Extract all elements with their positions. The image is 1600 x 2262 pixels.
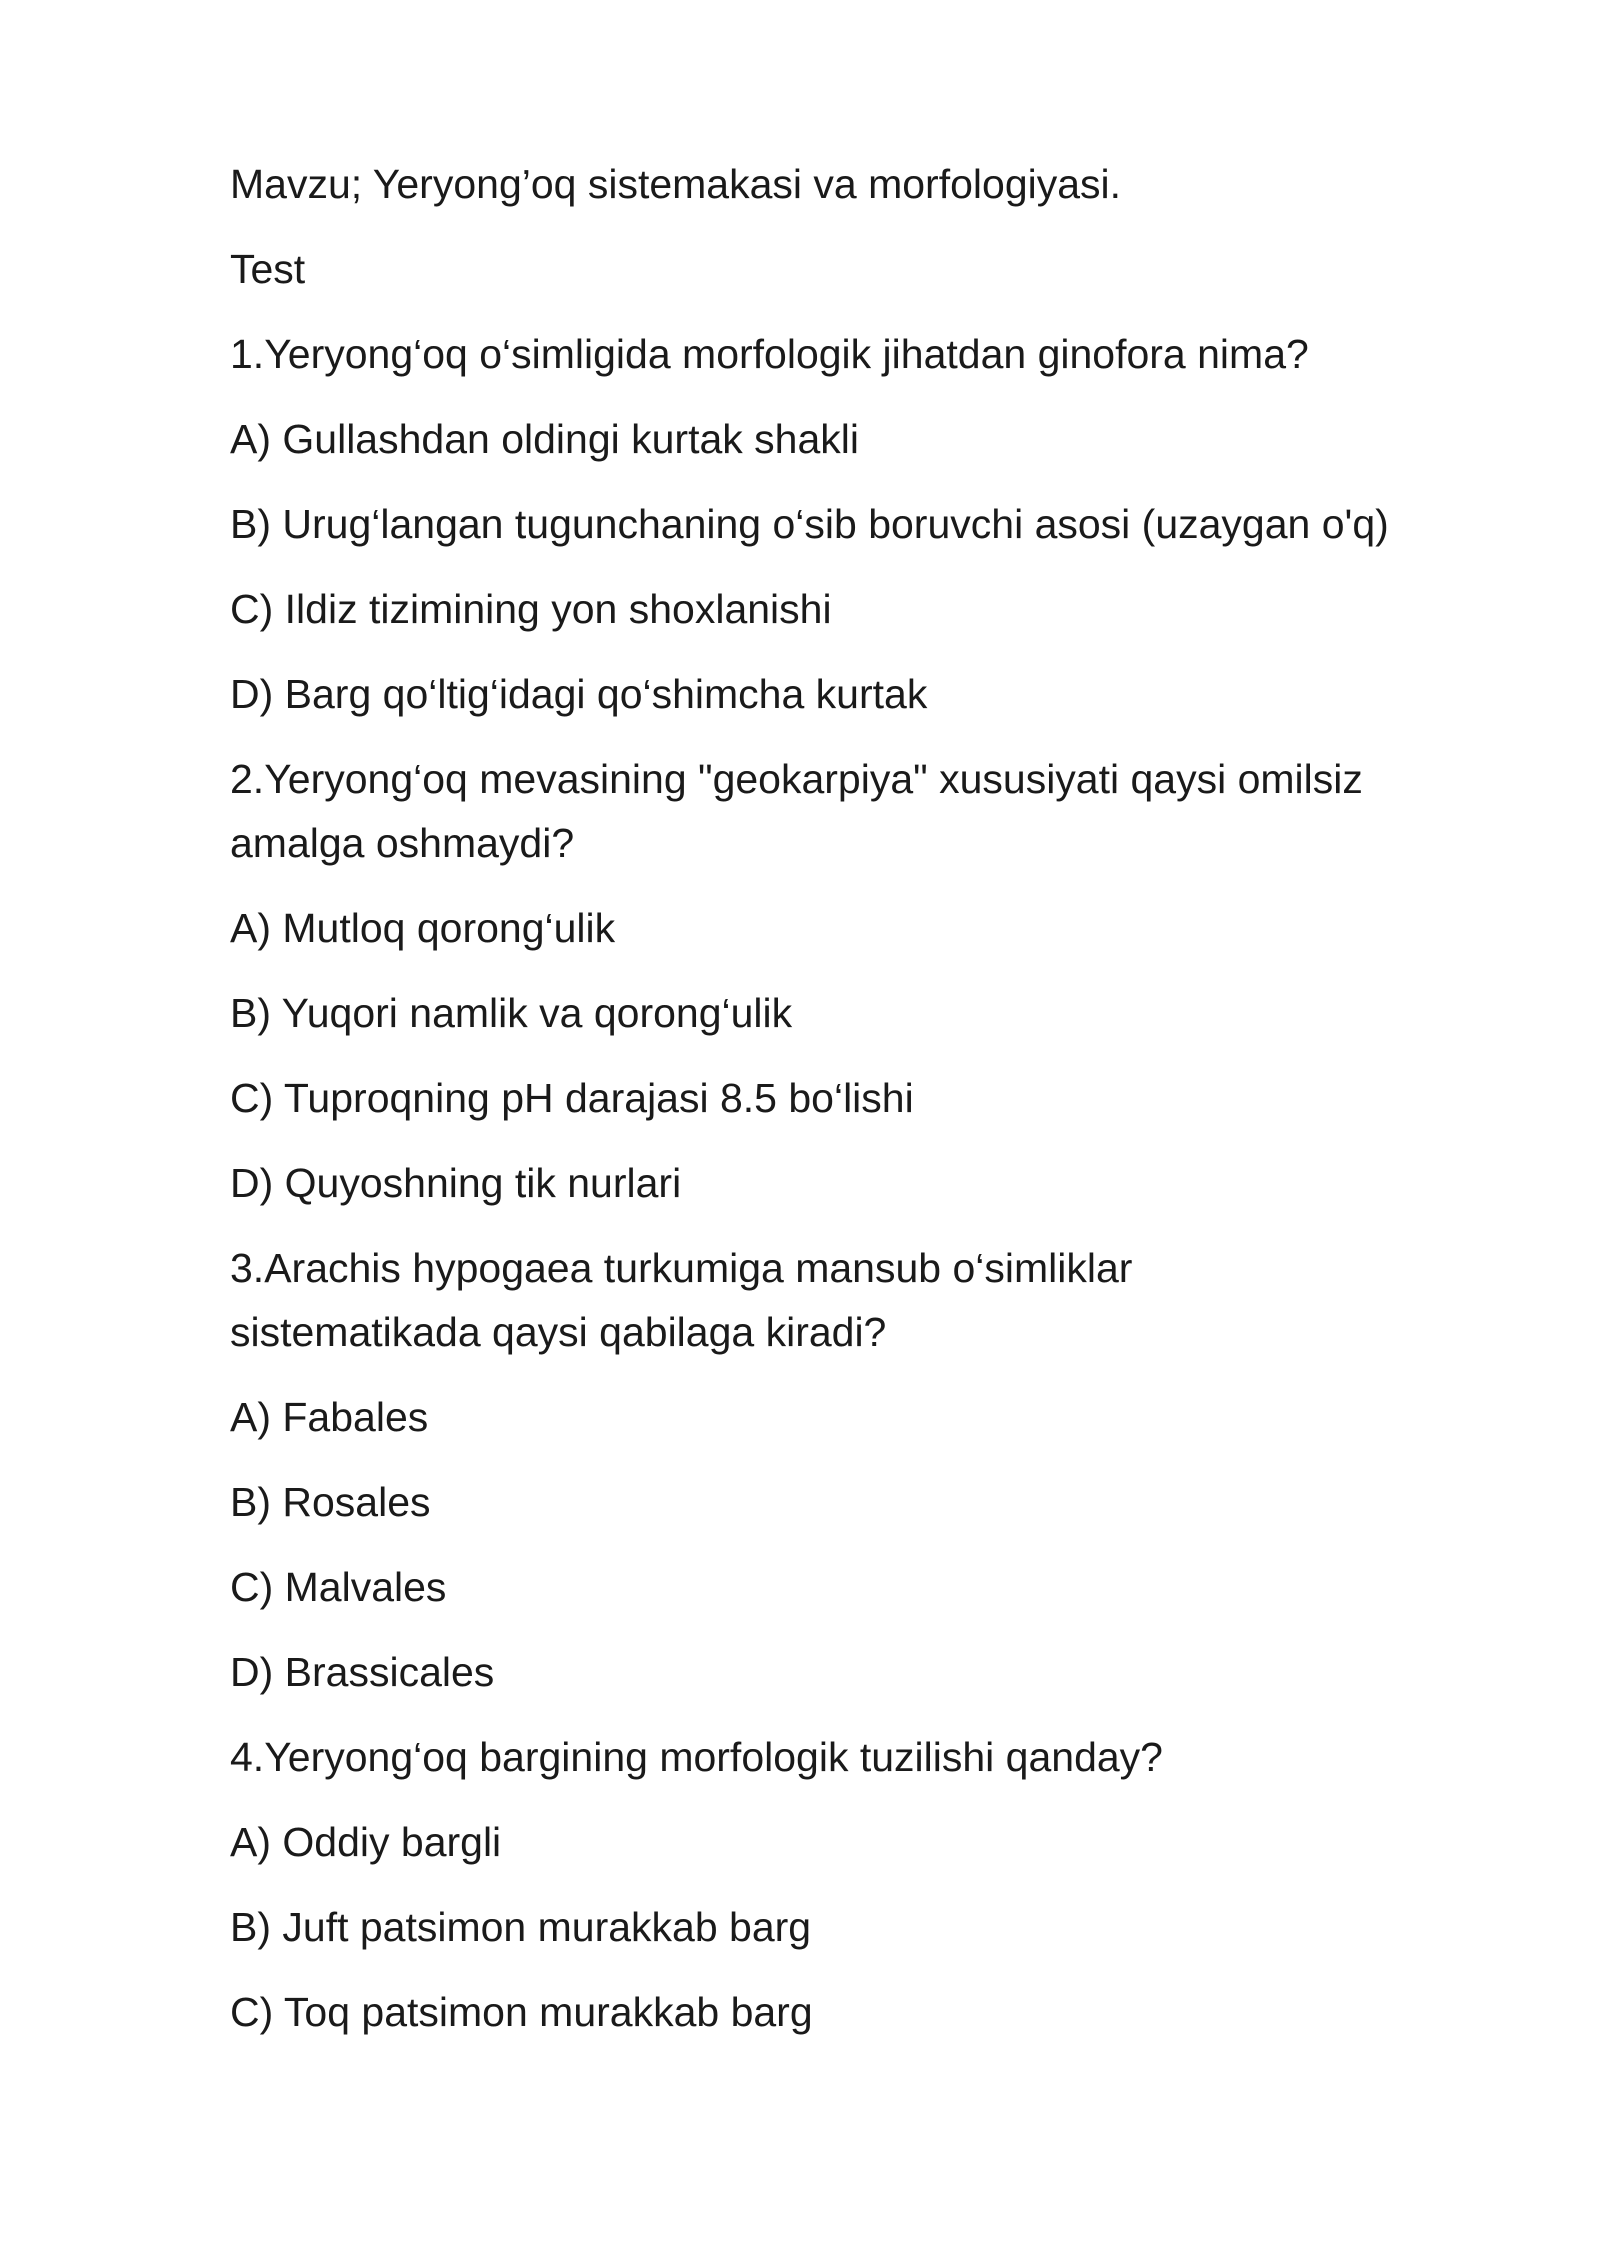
question-3-option-d: D) Brassicales — [230, 1649, 495, 1695]
question-1-text — [230, 322, 1520, 386]
page-subtitle: Test — [230, 246, 306, 292]
question-3-option-a: A) Fabales — [230, 1394, 429, 1440]
question-4-option-a: A) Oddiy bargli — [230, 1819, 502, 1865]
question-3-text — [230, 1236, 1520, 1364]
page-title: Mavzu; Yeryong’oq sistemakasi va morfologiyasi. — [230, 161, 1122, 207]
question-2-line-1: 2.Yeryong‘oq mevasining "geokarpiya" xususiyati qaysi omilsiz — [230, 756, 1363, 802]
question-4-option-c: C) Toq patsimon murakkab barg — [230, 1989, 813, 2035]
question-2-text — [230, 747, 1520, 875]
question-3-line-2: sistematikada qaysi qabilaga kiradi? — [230, 1309, 887, 1355]
question-1-line-1: 1.Yeryong‘oq o‘simligida morfologik jihatdan ginofora nima? — [230, 331, 1309, 377]
question-1-option-c: C) Ildiz tizimining yon shoxlanishi — [230, 586, 832, 632]
question-2-option-b: B) Yuqori namlik va qorong‘ulik — [230, 990, 793, 1036]
question-2-line-2: amalga oshmaydi? — [230, 820, 575, 866]
question-4-option-b: B) Juft patsimon murakkab barg — [230, 1904, 812, 1950]
question-1-option-d: D) Barg qo‘ltig‘idagi qo‘shimcha kurtak — [230, 671, 928, 717]
question-3-line-1: 3.Arachis hypogaea turkumiga mansub o‘simliklar — [230, 1245, 1133, 1291]
question-4-text — [230, 1725, 1520, 1789]
question-3-option-b: B) Rosales — [230, 1479, 431, 1525]
question-2-option-c: C) Tuproqning pH darajasi 8.5 bo‘lishi — [230, 1075, 914, 1121]
document-content — [230, 152, 1520, 2065]
question-2-option-d: D) Quyoshning tik nurlari — [230, 1160, 682, 1206]
question-1-option-b: B) Urug‘langan tugunchaning o‘sib boruvchi asosi (uzaygan o'q) — [230, 501, 1389, 547]
question-3-option-c: C) Malvales — [230, 1564, 447, 1610]
question-2-option-a: A) Mutloq qorong‘ulik — [230, 905, 616, 951]
question-1-option-a: A) Gullashdan oldingi kurtak shakli — [230, 416, 859, 462]
question-4-line-1: 4.Yeryong‘oq bargining morfologik tuzilishi qanday? — [230, 1734, 1163, 1780]
